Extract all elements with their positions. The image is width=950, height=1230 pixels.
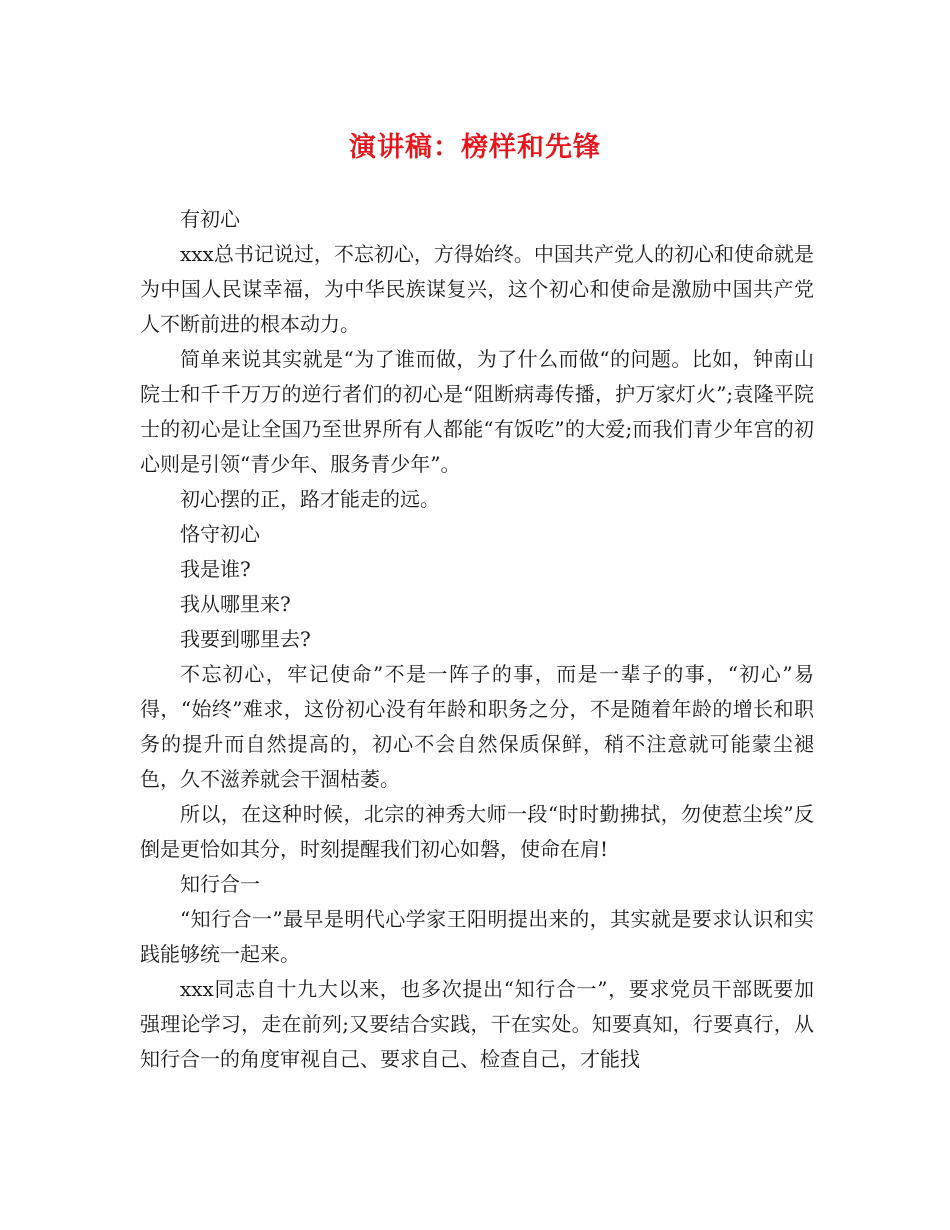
paragraph: 初心摆的正，路才能走的远。 — [180, 487, 440, 511]
paragraph: 所以，在这种时候，北宗的神秀大师一段“时时勤拂拭，勿使惹尘埃”反倒是更恰如其分，时刻提醒我们初心如磐，使命在肩! — [140, 802, 814, 861]
paragraph: 有初心 — [180, 207, 240, 231]
paragraph: 简单来说其实就是“为了谁而做，为了什么而做“的问题。比如，钟南山院士和千千万万的逆行者们的初心是“阻断病毒传播，护万家灯火”;袁隆平院士的初心是让全国乃至世界所有人都能“有饭吃”的大爱;而我们青少年宫的初心则是引领“青少年、服务青少年”。 — [140, 347, 814, 476]
document-title: 演讲稿：榜样和先锋 — [349, 132, 601, 163]
paragraph: 我从哪里来? — [180, 592, 291, 616]
document-body — [140, 202, 814, 1077]
paragraph: 我是谁? — [180, 557, 251, 581]
paragraph: xxx总书记说过，不忘初心，方得始终。中国共产党人的初心和使命就是为中国人民谋幸福，为中华民族谋复兴，这个初心和使命是激励中国共产党人不断前进的根本动力。 — [140, 242, 814, 336]
paragraph: 我要到哪里去? — [180, 627, 311, 651]
paragraph: 恪守初心 — [180, 522, 260, 546]
paragraph: “知行合一”最早是明代心学家王阳明提出来的，其实就是要求认识和实践能够统一起来。 — [140, 907, 814, 966]
paragraph: xxx同志自十九大以来，也多次提出“知行合一”，要求党员干部既要加强理论学习，走在前列;又要结合实践，干在实处。知要真知，行要真行，从知行合一的角度审视自己、要求自己、检查自己，才能找 — [140, 977, 814, 1071]
paragraph: 知行合一 — [180, 872, 260, 896]
paragraph: 不忘初心，牢记使命”不是一阵子的事，而是一辈子的事，“初心”易得，“始终”难求，这份初心没有年龄和职务之分，不是随着年龄的增长和职务的提升而自然提高的，初心不会自然保质保鲜，稍不注意就可能蒙尘褪色，久不滋养就会干涸枯萎。 — [140, 662, 814, 791]
